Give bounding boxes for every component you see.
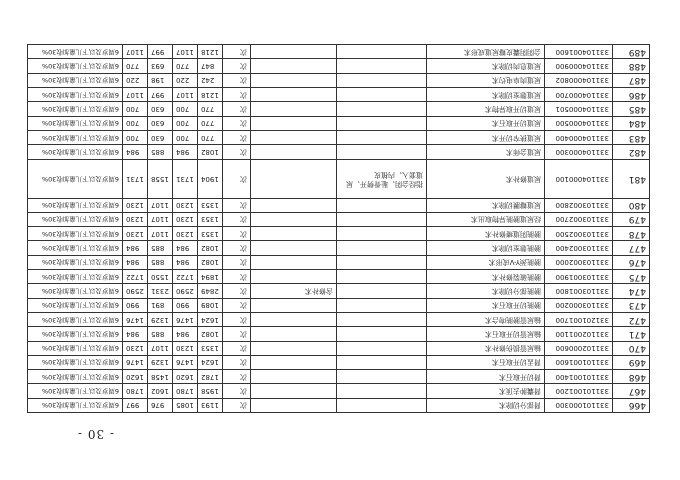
pricing-unit: 次 xyxy=(223,341,251,355)
table-row xyxy=(28,88,650,102)
price-4: 1230 xyxy=(123,227,148,241)
row-number: 478 xyxy=(613,227,650,241)
item-content xyxy=(337,284,427,298)
price-3: 1458 xyxy=(148,370,173,384)
pricing-unit: 次 xyxy=(223,116,251,130)
price-3: 997 xyxy=(148,45,173,59)
table-row xyxy=(28,384,650,398)
price-note: 6周岁及以下儿童加收30% xyxy=(28,241,123,255)
item-name: 输尿管损伤修补术 xyxy=(427,341,545,355)
table-row xyxy=(28,241,650,255)
item-content xyxy=(337,102,427,116)
item-code: 331103002800 xyxy=(545,198,613,212)
row-number: 472 xyxy=(613,312,650,326)
item-exception xyxy=(251,255,337,269)
item-content xyxy=(337,341,427,355)
price-1: 1904 xyxy=(198,159,223,198)
price-4: 984 xyxy=(123,145,148,159)
item-code: 331104000300 xyxy=(545,145,613,159)
item-name: 经尿道膀胱异物取出术 xyxy=(427,212,545,226)
pricing-unit: 次 xyxy=(223,102,251,116)
table-row xyxy=(28,212,650,226)
item-code: 331201001700 xyxy=(545,312,613,326)
price-2: 984 xyxy=(173,241,198,255)
item-name: 尿道会师术 xyxy=(427,145,545,159)
price-1: 1218 xyxy=(198,45,223,59)
table-row xyxy=(28,116,650,130)
item-exception xyxy=(251,130,337,144)
price-2: 1230 xyxy=(173,198,198,212)
row-number: 470 xyxy=(613,341,650,355)
table-row xyxy=(28,45,650,59)
pricing-unit: 次 xyxy=(223,130,251,144)
price-1: 1353 xyxy=(198,212,223,226)
item-content xyxy=(337,270,427,284)
price-2: 220 xyxy=(173,73,198,87)
price-3: 885 xyxy=(148,255,173,269)
item-exception xyxy=(251,327,337,341)
price-2: 1230 xyxy=(173,212,198,226)
row-number: 466 xyxy=(613,398,650,412)
pricing-unit: 次 xyxy=(223,370,251,384)
item-content xyxy=(337,255,427,269)
price-4: 1476 xyxy=(123,312,148,326)
price-1: 1089 xyxy=(198,298,223,312)
price-note: 6周岁及以下儿童加收30% xyxy=(28,270,123,284)
item-code: 331102000600 xyxy=(545,341,613,355)
price-1: 1193 xyxy=(198,398,223,412)
item-name: 肾囊肿去顶术 xyxy=(427,384,545,398)
item-code: 331104000100 xyxy=(545,159,613,198)
row-number: 468 xyxy=(613,370,650,384)
item-exception xyxy=(251,159,337,198)
price-1: 1624 xyxy=(198,355,223,369)
price-4: 700 xyxy=(123,130,148,144)
item-content xyxy=(337,241,427,255)
price-3: 885 xyxy=(148,327,173,341)
item-content xyxy=(337,159,427,198)
row-number: 473 xyxy=(613,298,650,312)
price-2: 700 xyxy=(173,102,198,116)
row-number: 481 xyxy=(613,159,650,198)
pricing-unit: 次 xyxy=(223,398,251,412)
item-exception xyxy=(251,212,337,226)
pricing-unit: 次 xyxy=(223,73,251,87)
item-name: 尿道憩室切除术 xyxy=(427,88,545,102)
item-name: 尿道息肉切除术 xyxy=(427,59,545,73)
row-number: 485 xyxy=(613,102,650,116)
price-3: 997 xyxy=(148,88,173,102)
item-exception xyxy=(251,73,337,87)
item-code: 331103002500 xyxy=(545,227,613,241)
pricing-unit: 次 xyxy=(223,88,251,102)
price-note: 6周岁及以下儿童加收30% xyxy=(28,384,123,398)
item-content xyxy=(337,59,427,73)
table-row xyxy=(28,198,650,212)
price-1: 1353 xyxy=(198,227,223,241)
item-exception xyxy=(251,398,337,412)
item-name: 输尿管切开取石术 xyxy=(427,327,545,341)
item-content xyxy=(337,73,427,87)
pricing-unit: 次 xyxy=(223,384,251,398)
price-3: 630 xyxy=(148,102,173,116)
pricing-unit: 次 xyxy=(223,270,251,284)
item-code: 331102001100 xyxy=(545,327,613,341)
price-note: 6周岁及以下儿童加收30% xyxy=(28,102,123,116)
item-content-text: 指经会阴、耻骨劈开、尿道套入、内植皮 xyxy=(346,170,423,188)
table-row xyxy=(28,398,650,412)
price-1: 1958 xyxy=(198,384,223,398)
item-name: 尿道修补术 xyxy=(427,159,545,198)
price-3: 1107 xyxy=(148,227,173,241)
price-1: 2849 xyxy=(198,284,223,298)
pricing-unit: 次 xyxy=(223,212,251,226)
price-2: 990 xyxy=(173,298,198,312)
price-3: 885 xyxy=(148,241,173,255)
table-row xyxy=(28,145,650,159)
price-4: 1620 xyxy=(123,370,148,384)
price-2: 700 xyxy=(173,116,198,130)
price-2: 1085 xyxy=(173,398,198,412)
row-number: 489 xyxy=(613,45,650,59)
price-1: 1624 xyxy=(198,312,223,326)
item-exception xyxy=(251,227,337,241)
price-4: 984 xyxy=(123,255,148,269)
price-3: 891 xyxy=(148,298,173,312)
row-number: 471 xyxy=(613,327,650,341)
item-code: 331104000500 xyxy=(545,116,613,130)
price-note: 6周岁及以下儿童加收30% xyxy=(28,212,123,226)
price-note: 6周岁及以下儿童加收30% xyxy=(28,159,123,198)
row-number: 488 xyxy=(613,59,650,73)
price-3: 885 xyxy=(148,145,173,159)
item-name: 膀胱破裂修补术 xyxy=(427,270,545,284)
price-1: 1082 xyxy=(198,145,223,159)
item-code: 331104000802 xyxy=(545,73,613,87)
item-code: 331101001200 xyxy=(545,384,613,398)
price-2: 984 xyxy=(173,145,198,159)
price-2: 770 xyxy=(173,59,198,73)
row-number: 469 xyxy=(613,355,650,369)
item-content xyxy=(337,355,427,369)
pricing-unit: 次 xyxy=(223,298,251,312)
table-row xyxy=(28,370,650,384)
price-2: 2590 xyxy=(173,284,198,298)
price-4: 1780 xyxy=(123,384,148,398)
price-2: 1230 xyxy=(173,227,198,241)
item-code: 331103001800 xyxy=(545,284,613,298)
price-3: 1550 xyxy=(148,270,173,284)
row-number: 483 xyxy=(613,130,650,144)
pricing-unit: 次 xyxy=(223,45,251,59)
price-3: 1558 xyxy=(148,159,173,198)
price-1: 1894 xyxy=(198,270,223,284)
item-name: 膀胱颈Y-V成形术 xyxy=(427,255,545,269)
table-row xyxy=(28,312,650,326)
price-4: 984 xyxy=(123,241,148,255)
price-2: 700 xyxy=(173,130,198,144)
pricing-unit: 次 xyxy=(223,159,251,198)
price-note: 6周岁及以下儿童加收30% xyxy=(28,130,123,144)
item-exception xyxy=(251,116,337,130)
price-2: 1107 xyxy=(173,45,198,59)
item-exception xyxy=(251,241,337,255)
row-number: 486 xyxy=(613,88,650,102)
item-content xyxy=(337,384,427,398)
row-number: 482 xyxy=(613,145,650,159)
price-1: 770 xyxy=(198,130,223,144)
item-exception xyxy=(251,59,337,73)
item-name: 肾切开取石术 xyxy=(427,370,545,384)
price-note: 6周岁及以下儿童加收30% xyxy=(28,312,123,326)
item-exception xyxy=(251,312,337,326)
pricing-unit: 次 xyxy=(223,255,251,269)
item-content xyxy=(337,212,427,226)
price-3: 693 xyxy=(148,59,173,73)
price-1: 1353 xyxy=(198,341,223,355)
item-name: 肾部分切除术 xyxy=(427,398,545,412)
item-code: 331101001600 xyxy=(545,355,613,369)
item-code: 331103001900 xyxy=(545,270,613,284)
item-content xyxy=(337,298,427,312)
price-1: 1353 xyxy=(198,198,223,212)
price-note: 6周岁及以下儿童加收30% xyxy=(28,88,123,102)
row-number: 474 xyxy=(613,284,650,298)
price-3: 1602 xyxy=(148,384,173,398)
item-content xyxy=(337,312,427,326)
table-row xyxy=(28,341,650,355)
price-note: 6周岁及以下儿童加收30% xyxy=(28,59,123,73)
pricing-unit: 次 xyxy=(223,312,251,326)
item-content xyxy=(337,45,427,59)
item-name: 尿道肉阜电灼术 xyxy=(427,73,545,87)
page-number: - 30 - xyxy=(76,427,114,441)
item-exception xyxy=(251,341,337,355)
price-2: 984 xyxy=(173,327,198,341)
item-code: 331104001600 xyxy=(545,45,613,59)
price-2: 984 xyxy=(173,255,198,269)
item-exception xyxy=(251,145,337,159)
price-note: 6周岁及以下儿童加收30% xyxy=(28,284,123,298)
item-exception xyxy=(251,270,337,284)
item-exception xyxy=(251,88,337,102)
pricing-unit: 次 xyxy=(223,241,251,255)
pricing-unit: 次 xyxy=(223,227,251,241)
table-body xyxy=(28,45,650,413)
item-name: 膀胱憩室切除术 xyxy=(427,241,545,255)
item-exception: 含修补术 xyxy=(251,284,337,298)
item-exception xyxy=(251,298,337,312)
item-exception xyxy=(251,102,337,116)
pricing-unit: 次 xyxy=(223,198,251,212)
item-code: 331104000700 xyxy=(545,88,613,102)
item-name: 肾盂切开取石术 xyxy=(427,355,545,369)
table-row xyxy=(28,284,650,298)
price-2: 1620 xyxy=(173,370,198,384)
price-4: 700 xyxy=(123,116,148,130)
price-3: 1107 xyxy=(148,341,173,355)
price-4: 1230 xyxy=(123,341,148,355)
price-note: 6周岁及以下儿童加收30% xyxy=(28,227,123,241)
price-4: 1476 xyxy=(123,355,148,369)
price-note: 6周岁及以下儿童加收30% xyxy=(28,355,123,369)
price-4: 700 xyxy=(123,102,148,116)
item-name: 输尿管膀胱吻合术 xyxy=(427,312,545,326)
price-2: 1476 xyxy=(173,355,198,369)
price-note: 6周岁及以下儿童加收30% xyxy=(28,116,123,130)
table-row xyxy=(28,355,650,369)
price-3: 1107 xyxy=(148,198,173,212)
price-note: 6周岁及以下儿童加收30% xyxy=(28,198,123,212)
price-3: 1107 xyxy=(148,212,173,226)
item-code: 331103002400 xyxy=(545,241,613,255)
item-code: 331103002700 xyxy=(545,212,613,226)
item-code: 331101000300 xyxy=(545,398,613,412)
item-exception xyxy=(251,198,337,212)
price-note: 6周岁及以下儿童加收30% xyxy=(28,145,123,159)
price-table xyxy=(27,44,650,413)
pricing-unit: 次 xyxy=(223,145,251,159)
price-2: 1107 xyxy=(173,88,198,102)
price-note: 6周岁及以下儿童加收30% xyxy=(28,327,123,341)
item-code: 331104000501 xyxy=(545,102,613,116)
item-exception xyxy=(251,370,337,384)
row-number: 467 xyxy=(613,384,650,398)
price-4: 1107 xyxy=(123,88,148,102)
pricing-unit: 次 xyxy=(223,355,251,369)
row-number: 477 xyxy=(613,241,650,255)
price-note: 6周岁及以下儿童加收30% xyxy=(28,73,123,87)
price-2: 1780 xyxy=(173,384,198,398)
price-1: 847 xyxy=(198,59,223,73)
price-3: 2331 xyxy=(148,284,173,298)
table-row xyxy=(28,159,650,198)
item-content xyxy=(337,88,427,102)
item-code: 331104000400 xyxy=(545,130,613,144)
table-row xyxy=(28,327,650,341)
price-note: 6周岁及以下儿童加收30% xyxy=(28,370,123,384)
item-name: 尿道瓣膜切除术 xyxy=(427,198,545,212)
price-4: 220 xyxy=(123,73,148,87)
item-content xyxy=(337,370,427,384)
price-4: 770 xyxy=(123,59,148,73)
row-number: 480 xyxy=(613,198,650,212)
price-2: 1722 xyxy=(173,270,198,284)
item-code: 331103002000 xyxy=(545,255,613,269)
table-row xyxy=(28,255,650,269)
table-row xyxy=(28,298,650,312)
price-4: 1722 xyxy=(123,270,148,284)
price-1: 242 xyxy=(198,73,223,87)
price-note: 6周岁及以下儿童加收30% xyxy=(28,398,123,412)
row-number: 479 xyxy=(613,212,650,226)
price-4: 1230 xyxy=(123,212,148,226)
item-content xyxy=(337,130,427,144)
row-number: 476 xyxy=(613,255,650,269)
item-name: 会阴阴囊皮瓣尿道成形术 xyxy=(427,45,545,59)
price-3: 1329 xyxy=(148,312,173,326)
table-row xyxy=(28,73,650,87)
item-content xyxy=(337,116,427,130)
item-exception xyxy=(251,384,337,398)
price-2: 1731 xyxy=(173,159,198,198)
item-name: 尿道狭窄切开术 xyxy=(427,130,545,144)
price-4: 1107 xyxy=(123,45,148,59)
item-exception xyxy=(251,355,337,369)
table-row xyxy=(28,59,650,73)
price-1: 1082 xyxy=(198,241,223,255)
price-note: 6周岁及以下儿童加收30% xyxy=(28,298,123,312)
item-code: 331103000200 xyxy=(545,298,613,312)
price-note: 6周岁及以下儿童加收30% xyxy=(28,45,123,59)
pricing-unit: 次 xyxy=(223,327,251,341)
price-1: 770 xyxy=(198,102,223,116)
price-3: 198 xyxy=(148,73,173,87)
row-number: 487 xyxy=(613,73,650,87)
price-4: 990 xyxy=(123,298,148,312)
price-1: 770 xyxy=(198,116,223,130)
item-name: 膀胱切开取石术 xyxy=(427,298,545,312)
item-code: 331101001400 xyxy=(545,370,613,384)
price-2: 1230 xyxy=(173,341,198,355)
table-row xyxy=(28,270,650,284)
price-note: 6周岁及以下儿童加收30% xyxy=(28,341,123,355)
price-4: 984 xyxy=(123,327,148,341)
item-code: 331104000900 xyxy=(545,59,613,73)
item-content xyxy=(337,198,427,212)
item-content xyxy=(337,327,427,341)
price-1: 1782 xyxy=(198,370,223,384)
item-content xyxy=(337,227,427,241)
item-name: 尿道切开取石术 xyxy=(427,116,545,130)
item-name: 膀胱阴道瘘修补术 xyxy=(427,227,545,241)
price-2: 1476 xyxy=(173,312,198,326)
item-name: 尿道切开取异物术 xyxy=(427,102,545,116)
price-3: 1329 xyxy=(148,355,173,369)
table-row xyxy=(28,227,650,241)
price-1: 1082 xyxy=(198,255,223,269)
price-4: 1731 xyxy=(123,159,148,198)
row-number: 475 xyxy=(613,270,650,284)
price-3: 630 xyxy=(148,116,173,130)
item-name: 膀胱部分切除术 xyxy=(427,284,545,298)
price-note: 6周岁及以下儿童加收30% xyxy=(28,255,123,269)
row-number: 484 xyxy=(613,116,650,130)
price-4: 2590 xyxy=(123,284,148,298)
price-1: 1082 xyxy=(198,327,223,341)
price-3: 976 xyxy=(148,398,173,412)
price-4: 1230 xyxy=(123,198,148,212)
item-exception xyxy=(251,45,337,59)
pricing-unit: 次 xyxy=(223,59,251,73)
price-1: 1218 xyxy=(198,88,223,102)
pricing-unit: 次 xyxy=(223,284,251,298)
item-content xyxy=(337,398,427,412)
table-row xyxy=(28,102,650,116)
price-3: 630 xyxy=(148,130,173,144)
table-row xyxy=(28,130,650,144)
price-4: 997 xyxy=(123,398,148,412)
item-content xyxy=(337,145,427,159)
